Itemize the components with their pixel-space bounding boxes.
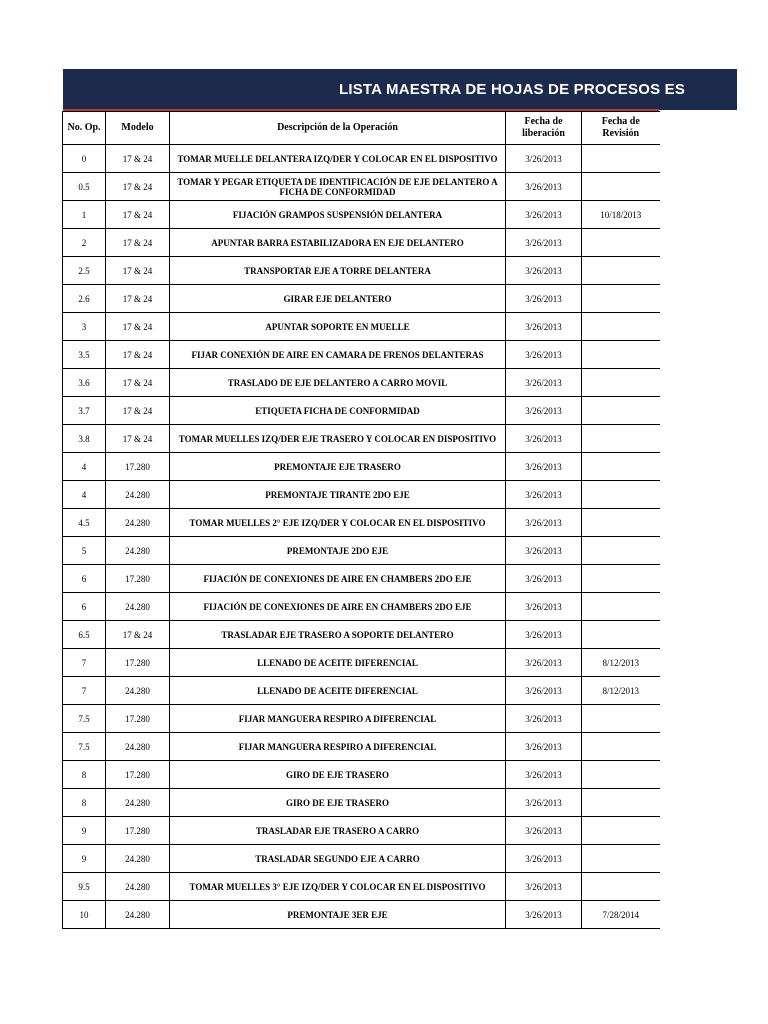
cell-fecha-revision xyxy=(582,257,660,285)
page-title: LISTA MAESTRA DE HOJAS DE PROCESOS ES xyxy=(339,81,686,98)
cell-fecha-revision xyxy=(582,481,660,509)
table-row xyxy=(63,817,660,845)
cell-no-op: 7 xyxy=(63,677,106,705)
cell-descripcion: TOMAR Y PEGAR ETIQUETA DE IDENTIFICACIÓN DE EJE DELANTERO A FICHA DE CONFORMIDAD xyxy=(170,173,506,201)
cell-no-op: 10 xyxy=(63,901,106,929)
title-banner xyxy=(63,69,737,110)
cell-fecha-liberacion: 3/26/2013 xyxy=(506,341,582,369)
cell-fecha-liberacion: 3/26/2013 xyxy=(506,873,582,901)
cell-fecha-liberacion: 3/26/2013 xyxy=(506,649,582,677)
cell-no-op: 6 xyxy=(63,565,106,593)
cell-fecha-liberacion: 3/26/2013 xyxy=(506,397,582,425)
cell-fecha-liberacion: 3/26/2013 xyxy=(506,845,582,873)
table-row xyxy=(63,341,660,369)
cell-no-op: 3.7 xyxy=(63,397,106,425)
table-row xyxy=(63,593,660,621)
cell-modelo: 17.280 xyxy=(106,453,170,481)
table-row xyxy=(63,845,660,873)
cell-no-op: 9 xyxy=(63,845,106,873)
table-row xyxy=(63,677,660,705)
cell-fecha-liberacion: 3/26/2013 xyxy=(506,481,582,509)
cell-modelo: 24.280 xyxy=(106,789,170,817)
table-header-row xyxy=(63,112,660,145)
cell-descripcion: GIRO DE EJE TRASERO xyxy=(170,789,506,817)
cell-no-op: 3.8 xyxy=(63,425,106,453)
cell-descripcion: TRASLADAR SEGUNDO EJE A CARRO xyxy=(170,845,506,873)
cell-modelo: 17.280 xyxy=(106,761,170,789)
table-row xyxy=(63,173,660,201)
cell-modelo: 17 & 24 xyxy=(106,145,170,173)
process-sheets-table xyxy=(62,111,660,929)
cell-descripcion: LLENADO DE ACEITE DIFERENCIAL xyxy=(170,677,506,705)
cell-modelo: 17 & 24 xyxy=(106,285,170,313)
cell-descripcion: GIRAR EJE DELANTERO xyxy=(170,285,506,313)
table-row xyxy=(63,537,660,565)
cell-descripcion: TOMAR MUELLES 2° EJE IZQ/DER Y COLOCAR EN EL DISPOSITIVO xyxy=(170,509,506,537)
cell-modelo: 24.280 xyxy=(106,873,170,901)
cell-fecha-liberacion: 3/26/2013 xyxy=(506,901,582,929)
cell-no-op: 3 xyxy=(63,313,106,341)
cell-descripcion: FIJAR MANGUERA RESPIRO A DIFERENCIAL xyxy=(170,705,506,733)
cell-fecha-liberacion: 3/26/2013 xyxy=(506,705,582,733)
cell-fecha-revision xyxy=(582,313,660,341)
cell-modelo: 17.280 xyxy=(106,649,170,677)
cell-no-op: 0 xyxy=(63,145,106,173)
cell-modelo: 24.280 xyxy=(106,593,170,621)
cell-descripcion: TOMAR MUELLES IZQ/DER EJE TRASERO Y COLOCAR EN DISPOSITIVO xyxy=(170,425,506,453)
cell-fecha-revision xyxy=(582,621,660,649)
cell-fecha-liberacion: 3/26/2013 xyxy=(506,201,582,229)
cell-fecha-revision xyxy=(582,369,660,397)
cell-fecha-revision xyxy=(582,145,660,173)
table-row xyxy=(63,621,660,649)
cell-modelo: 24.280 xyxy=(106,677,170,705)
cell-fecha-liberacion: 3/26/2013 xyxy=(506,565,582,593)
cell-modelo: 24.280 xyxy=(106,509,170,537)
cell-descripcion: FIJACIÓN GRAMPOS SUSPENSIÓN DELANTERA xyxy=(170,201,506,229)
cell-fecha-liberacion: 3/26/2013 xyxy=(506,229,582,257)
cell-fecha-liberacion: 3/26/2013 xyxy=(506,817,582,845)
cell-fecha-liberacion: 3/26/2013 xyxy=(506,173,582,201)
cell-no-op: 8 xyxy=(63,761,106,789)
cell-no-op: 3.6 xyxy=(63,369,106,397)
cell-modelo: 17 & 24 xyxy=(106,201,170,229)
table-row xyxy=(63,145,660,173)
cell-fecha-liberacion: 3/26/2013 xyxy=(506,369,582,397)
header-descripcion: Descripción de la Operación xyxy=(170,112,506,145)
cell-fecha-revision xyxy=(582,593,660,621)
table-row xyxy=(63,369,660,397)
cell-modelo: 24.280 xyxy=(106,901,170,929)
cell-modelo: 17 & 24 xyxy=(106,173,170,201)
table-row xyxy=(63,425,660,453)
cell-modelo: 17 & 24 xyxy=(106,369,170,397)
cell-descripcion: LLENADO DE ACEITE DIFERENCIAL xyxy=(170,649,506,677)
cell-descripcion: GIRO DE EJE TRASERO xyxy=(170,761,506,789)
table-row xyxy=(63,453,660,481)
table-row xyxy=(63,761,660,789)
cell-no-op: 4.5 xyxy=(63,509,106,537)
cell-fecha-revision: 7/28/2014 xyxy=(582,901,660,929)
cell-modelo: 24.280 xyxy=(106,537,170,565)
table-row xyxy=(63,285,660,313)
cell-descripcion: FIJAR CONEXIÓN DE AIRE EN CAMARA DE FRENOS DELANTERAS xyxy=(170,341,506,369)
header-fecha-liberacion: Fecha de liberación xyxy=(506,112,582,145)
cell-modelo: 17 & 24 xyxy=(106,341,170,369)
cell-fecha-liberacion: 3/26/2013 xyxy=(506,313,582,341)
cell-no-op: 2.5 xyxy=(63,257,106,285)
header-fecha-revision: Fecha de Revisión xyxy=(582,112,660,145)
cell-no-op: 9.5 xyxy=(63,873,106,901)
cell-fecha-revision: 8/12/2013 xyxy=(582,649,660,677)
cell-fecha-liberacion: 3/26/2013 xyxy=(506,285,582,313)
cell-fecha-liberacion: 3/26/2013 xyxy=(506,677,582,705)
cell-modelo: 17.280 xyxy=(106,705,170,733)
table-row xyxy=(63,257,660,285)
table-row xyxy=(63,649,660,677)
cell-modelo: 17 & 24 xyxy=(106,397,170,425)
cell-fecha-revision xyxy=(582,705,660,733)
cell-no-op: 2 xyxy=(63,229,106,257)
table-row xyxy=(63,481,660,509)
cell-descripcion: PREMONTAJE 2DO EJE xyxy=(170,537,506,565)
table-row xyxy=(63,789,660,817)
table-row xyxy=(63,733,660,761)
cell-fecha-liberacion: 3/26/2013 xyxy=(506,509,582,537)
cell-descripcion: FIJACIÓN DE CONEXIONES DE AIRE EN CHAMBERS 2DO EJE xyxy=(170,565,506,593)
cell-fecha-liberacion: 3/26/2013 xyxy=(506,621,582,649)
cell-descripcion: TRASLADAR EJE TRASERO A CARRO xyxy=(170,817,506,845)
table-row xyxy=(63,313,660,341)
cell-fecha-liberacion: 3/26/2013 xyxy=(506,145,582,173)
table-row xyxy=(63,397,660,425)
cell-no-op: 9 xyxy=(63,817,106,845)
cell-fecha-revision xyxy=(582,397,660,425)
cell-modelo: 24.280 xyxy=(106,481,170,509)
table-row xyxy=(63,509,660,537)
cell-fecha-revision xyxy=(582,229,660,257)
cell-modelo: 17 & 24 xyxy=(106,229,170,257)
cell-modelo: 17 & 24 xyxy=(106,621,170,649)
cell-fecha-revision xyxy=(582,873,660,901)
cell-fecha-revision xyxy=(582,789,660,817)
cell-descripcion: TOMAR MUELLE DELANTERA IZQ/DER Y COLOCAR EN EL DISPOSITIVO xyxy=(170,145,506,173)
cell-descripcion: FIJACIÓN DE CONEXIONES DE AIRE EN CHAMBERS 2DO EJE xyxy=(170,593,506,621)
cell-descripcion: TRASLADAR EJE TRASERO A SOPORTE DELANTERO xyxy=(170,621,506,649)
cell-descripcion: TRANSPORTAR EJE A TORRE DELANTERA xyxy=(170,257,506,285)
cell-modelo: 17 & 24 xyxy=(106,257,170,285)
table-row xyxy=(63,705,660,733)
cell-fecha-liberacion: 3/26/2013 xyxy=(506,733,582,761)
cell-descripcion: APUNTAR SOPORTE EN MUELLE xyxy=(170,313,506,341)
cell-fecha-liberacion: 3/26/2013 xyxy=(506,425,582,453)
table-row xyxy=(63,901,660,929)
cell-modelo: 17.280 xyxy=(106,817,170,845)
cell-no-op: 0.5 xyxy=(63,173,106,201)
cell-no-op: 7.5 xyxy=(63,705,106,733)
cell-descripcion: PREMONTAJE EJE TRASERO xyxy=(170,453,506,481)
cell-fecha-revision xyxy=(582,565,660,593)
table-row xyxy=(63,565,660,593)
cell-no-op: 4 xyxy=(63,453,106,481)
cell-no-op: 4 xyxy=(63,481,106,509)
cell-no-op: 3.5 xyxy=(63,341,106,369)
cell-modelo: 17 & 24 xyxy=(106,425,170,453)
cell-fecha-revision: 8/12/2013 xyxy=(582,677,660,705)
table-row xyxy=(63,873,660,901)
header-modelo: Modelo xyxy=(106,112,170,145)
cell-no-op: 2.6 xyxy=(63,285,106,313)
cell-fecha-revision xyxy=(582,733,660,761)
cell-fecha-revision xyxy=(582,453,660,481)
cell-fecha-revision xyxy=(582,285,660,313)
cell-fecha-revision xyxy=(582,845,660,873)
cell-fecha-revision: 10/18/2013 xyxy=(582,201,660,229)
cell-descripcion: PREMONTAJE TIRANTE 2DO EJE xyxy=(170,481,506,509)
table-row xyxy=(63,229,660,257)
table-row xyxy=(63,201,660,229)
table-body xyxy=(63,145,660,929)
cell-no-op: 6 xyxy=(63,593,106,621)
cell-fecha-revision xyxy=(582,173,660,201)
cell-descripcion: TOMAR MUELLES 3° EJE IZQ/DER Y COLOCAR EN EL DISPOSITIVO xyxy=(170,873,506,901)
cell-descripcion: APUNTAR BARRA ESTABILIZADORA EN EJE DELANTERO xyxy=(170,229,506,257)
cell-modelo: 24.280 xyxy=(106,733,170,761)
cell-no-op: 8 xyxy=(63,789,106,817)
header-no-op: No. Op. xyxy=(63,112,106,145)
cell-no-op: 7 xyxy=(63,649,106,677)
cell-modelo: 17 & 24 xyxy=(106,313,170,341)
cell-no-op: 6.5 xyxy=(63,621,106,649)
cell-fecha-liberacion: 3/26/2013 xyxy=(506,453,582,481)
cell-fecha-liberacion: 3/26/2013 xyxy=(506,761,582,789)
cell-no-op: 7.5 xyxy=(63,733,106,761)
cell-modelo: 24.280 xyxy=(106,845,170,873)
cell-fecha-liberacion: 3/26/2013 xyxy=(506,537,582,565)
cell-modelo: 17.280 xyxy=(106,565,170,593)
cell-fecha-revision xyxy=(582,761,660,789)
cell-fecha-revision xyxy=(582,425,660,453)
cell-descripcion: TRASLADO DE EJE DELANTERO A CARRO MOVIL xyxy=(170,369,506,397)
cell-fecha-liberacion: 3/26/2013 xyxy=(506,257,582,285)
cell-descripcion: ETIQUETA FICHA DE CONFORMIDAD xyxy=(170,397,506,425)
cell-fecha-revision xyxy=(582,817,660,845)
cell-fecha-liberacion: 3/26/2013 xyxy=(506,593,582,621)
cell-no-op: 1 xyxy=(63,201,106,229)
cell-descripcion: FIJAR MANGUERA RESPIRO A DIFERENCIAL xyxy=(170,733,506,761)
cell-descripcion: PREMONTAJE 3ER EJE xyxy=(170,901,506,929)
cell-no-op: 5 xyxy=(63,537,106,565)
cell-fecha-revision xyxy=(582,509,660,537)
cell-fecha-liberacion: 3/26/2013 xyxy=(506,789,582,817)
cell-fecha-revision xyxy=(582,341,660,369)
cell-fecha-revision xyxy=(582,537,660,565)
